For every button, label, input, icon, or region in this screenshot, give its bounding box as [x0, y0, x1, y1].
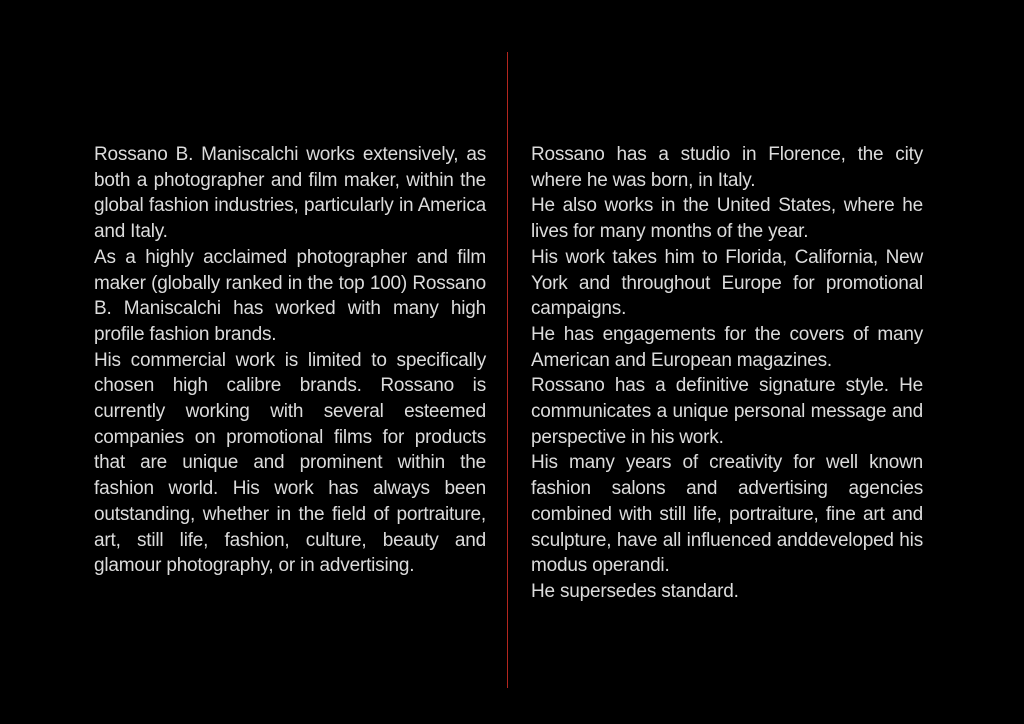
- right-text-column: [531, 142, 923, 605]
- paragraph: His work takes him to Florida, California, New York and throughout Europe for promotional campaigns.: [531, 246, 923, 320]
- paragraph: As a highly acclaimed photographer and film maker (globally ranked in the top 100) Rossano B. Maniscalchi has worked with many high profile fashion brands.: [94, 246, 486, 345]
- paragraph: His many years of creativity for well known fashion salons and advertising agencies combined with still life, portraiture, fine art and sculpture, have all influenced anddeveloped his modus operandi.: [531, 452, 923, 577]
- paragraph: He has engagements for the covers of many American and European magazines.: [531, 323, 923, 371]
- paragraph: Rossano has a studio in Florence, the city where he was born, in Italy.: [531, 144, 923, 191]
- left-text-column: [94, 142, 486, 579]
- paragraph: His commercial work is limited to specifically chosen high calibre brands. Rossano is currently working with several esteemed companies on promotional films for products that are unique and prominent within the fashion world. His work has always been outstanding, whether in the field of portraiture, art, still life, fashion, culture, beauty and glamour photography, or in advertising.: [94, 349, 486, 577]
- paragraph: He supersedes standard.: [531, 580, 739, 602]
- paragraph: Rossano has a definitive signature style. He communicates a unique personal message and perspective in his work.: [531, 375, 923, 448]
- vertical-divider: [507, 52, 508, 688]
- paragraph: Rossano B. Maniscalchi works extensively, as both a photographer and film maker, within the global fashion industries, particularly in America and Italy.: [94, 144, 486, 243]
- paragraph: He also works in the United States, where he lives for many months of the year.: [531, 195, 923, 243]
